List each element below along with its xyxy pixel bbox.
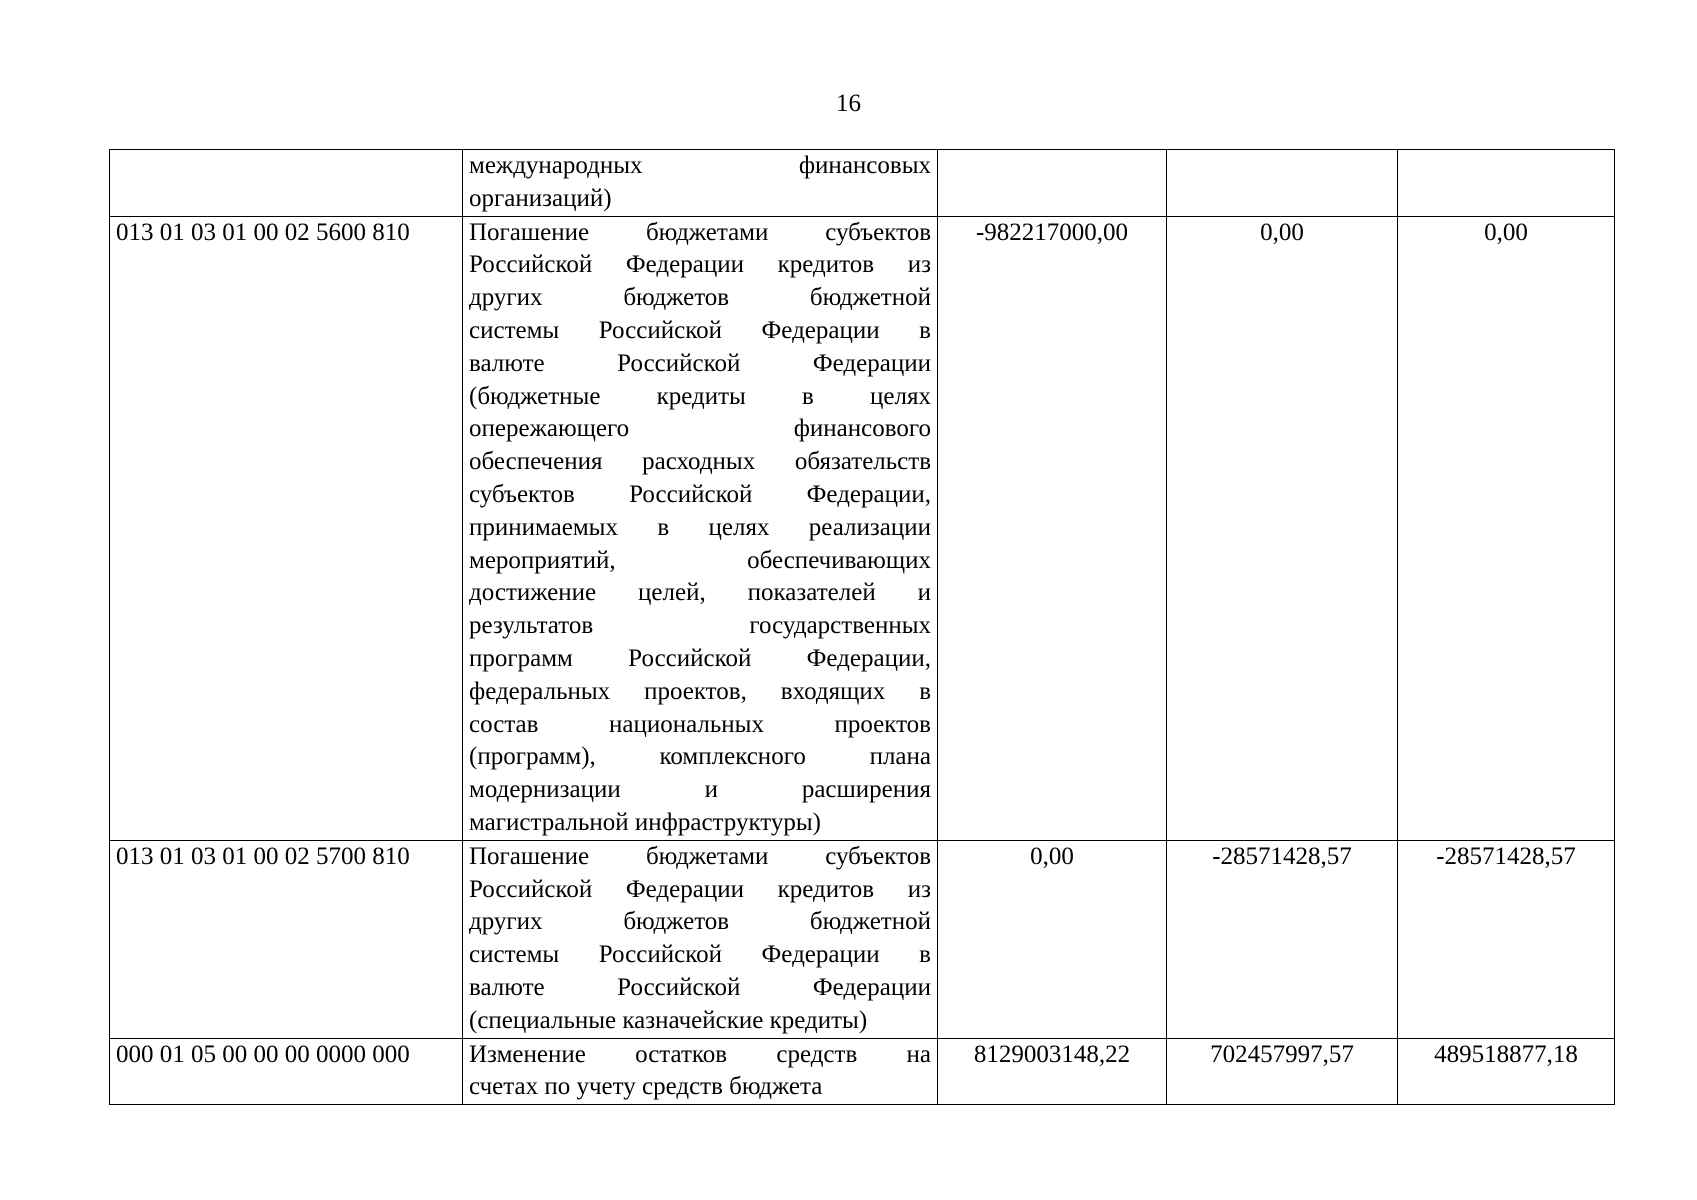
description-line: организаций) [469,184,612,212]
page-number: 16 [836,90,861,117]
description-line: субъектов Российской Федерации, [469,480,931,508]
table-row [110,1038,1615,1105]
table-body [110,150,1615,1105]
description-line: магистральной инфраструктуры) [469,808,821,836]
description-line: других бюджетов бюджетной [469,284,931,312]
description-line: Российской Федерации кредитов из [469,251,931,279]
amount-cell-2 [1167,150,1398,217]
amount-cell-1: -982217000,00 [938,216,1167,840]
description-line: обеспечения расходных обязательств [469,448,931,476]
description-line: международных финансовых [469,152,931,179]
description-line: опережающего финансового [469,415,931,443]
description-line: достижение целей, показателей и [469,579,931,607]
description-line: системы Российской Федерации в [469,941,931,969]
description-line: (программ), комплексного плана [469,743,931,771]
description-line: (бюджетные кредиты в целях [469,382,931,410]
amount-cell-2: 702457997,57 [1167,1038,1398,1105]
description-line: федеральных проектов, входящих в [469,677,931,705]
amount-cell-1 [938,150,1167,217]
description-line: валюте Российской Федерации [469,349,931,377]
description-line: принимаемых в целях реализации [469,513,931,541]
description-line: Российской Федерации кредитов из [469,875,931,903]
amount-cell-3: 489518877,18 [1398,1038,1615,1105]
budget-code-cell: 000 01 05 00 00 00 0000 000 [110,1038,463,1105]
description-line: других бюджетов бюджетной [469,908,931,936]
description-line: модернизации и расширения [469,776,931,804]
table-row [110,150,1615,217]
amount-cell-1: 0,00 [938,840,1167,1038]
description-cell [463,1038,938,1105]
description-line: Погашение бюджетами субъектов [469,842,931,870]
description-cell [463,150,938,217]
amount-cell-3: -28571428,57 [1398,840,1615,1038]
budget-code-cell [110,150,463,217]
table-row [110,840,1615,1038]
description-line: валюте Российской Федерации [469,973,931,1001]
description-line: состав национальных проектов [469,710,931,738]
description-line: системы Российской Федерации в [469,316,931,344]
amount-cell-2: 0,00 [1167,216,1398,840]
description-line: результатов государственных [469,612,931,640]
description-line: Погашение бюджетами субъектов [469,218,931,246]
amount-cell-3 [1398,150,1615,217]
description-cell [463,216,938,840]
table-row [110,216,1615,840]
description-line: счетах по учету средств бюджета [469,1073,823,1101]
amount-cell-1: 8129003148,22 [938,1038,1167,1105]
amount-cell-2: -28571428,57 [1167,840,1398,1038]
budget-code-cell: 013 01 03 01 00 02 5700 810 [110,840,463,1038]
description-cell [463,840,938,1038]
amount-cell-3: 0,00 [1398,216,1615,840]
budget-code-cell: 013 01 03 01 00 02 5600 810 [110,216,463,840]
description-line: мероприятий, обеспечивающих [469,546,931,574]
budget-sources-table [109,149,1615,1105]
description-line: программ Российской Федерации, [469,644,931,672]
description-line: (специальные казначейские кредиты) [469,1006,868,1034]
description-line: Изменение остатков средств на [469,1040,931,1068]
